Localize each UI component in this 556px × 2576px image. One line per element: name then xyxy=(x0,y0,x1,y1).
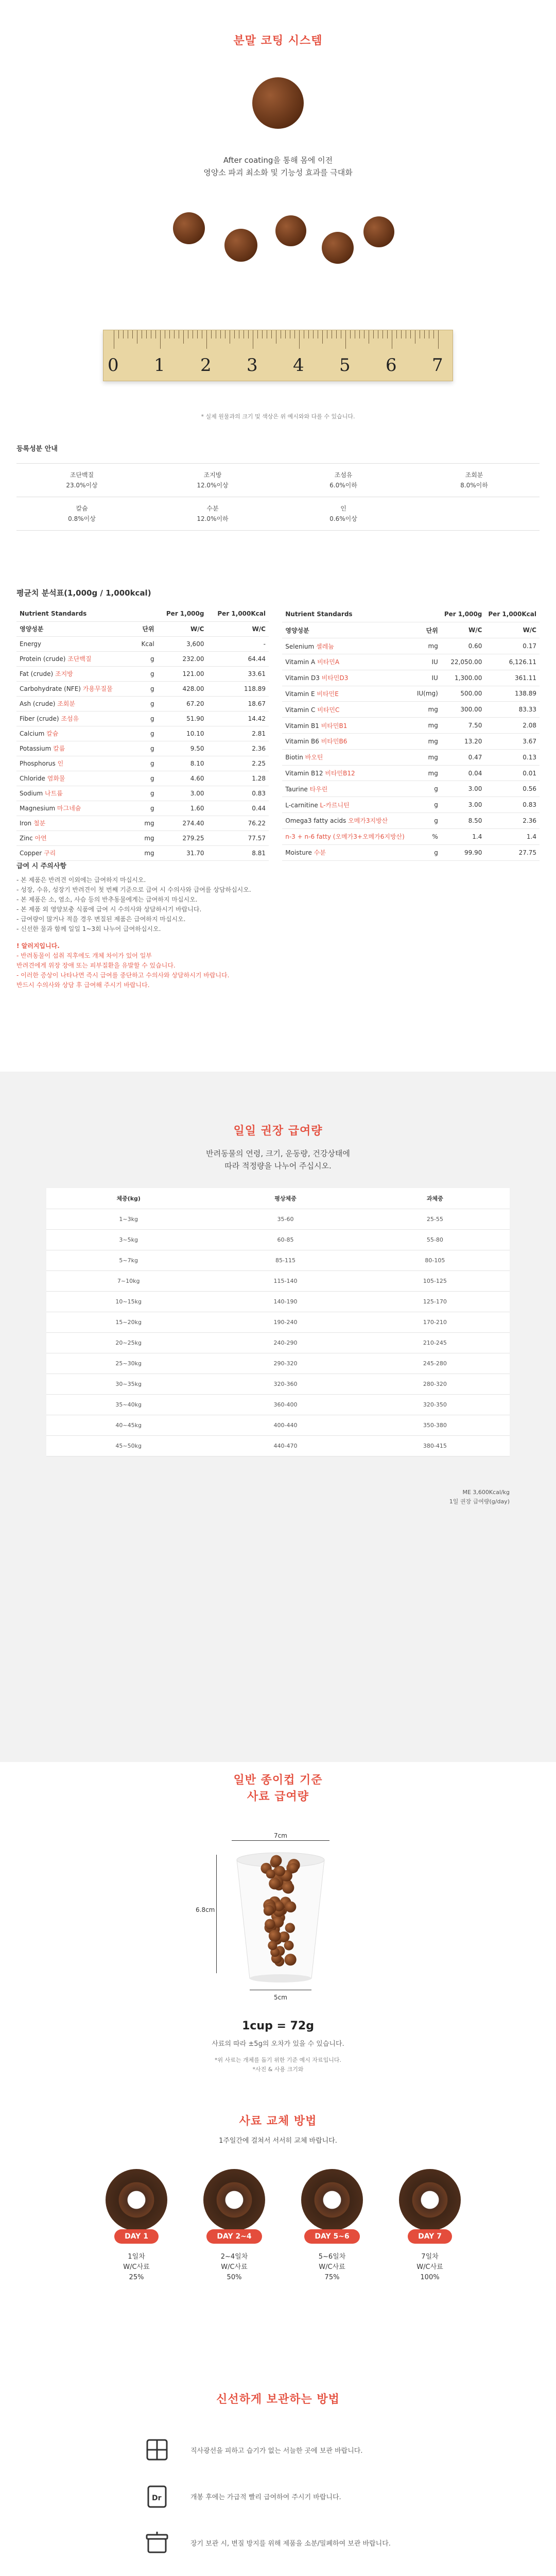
day-step: DAY 5~6 5~6일차 W/C사료 75% xyxy=(299,2169,366,2283)
caution-line: - 급여량이 많거나 적을 경우 변질된 제품은 급여하지 마십시오. xyxy=(16,916,186,923)
feeding-row: 35~40kg 360-400 320-350 xyxy=(46,1394,510,1415)
ruler-tick xyxy=(118,330,119,338)
cup-height-label: 6.8cm xyxy=(196,1906,215,1913)
ruler-number: 1 xyxy=(154,355,165,376)
ruler-tick xyxy=(424,330,425,338)
ruler-tick xyxy=(396,330,397,338)
nutrient-row: Moisture 수분 g 99.90 27.75 xyxy=(282,844,540,860)
nutrient-row: Vitamin B6 비타민B6 mg 13.20 3.67 xyxy=(282,734,540,750)
nutrient-row: Taurine 타우린 g 3.00 0.56 xyxy=(282,781,540,797)
ruler-tick xyxy=(294,330,295,338)
nutrient-row: Vitamin E 비타민E IU(mg) 500.00 138.89 xyxy=(282,686,540,702)
ruler-number: 7 xyxy=(432,355,443,376)
feeding-row: 25~30kg 290-320 245-280 xyxy=(46,1353,510,1374)
ruler-number: 5 xyxy=(339,355,351,376)
ruler-tick xyxy=(174,330,175,338)
ruler-tick xyxy=(234,330,235,338)
ruler-number: 2 xyxy=(200,355,212,376)
window-icon xyxy=(144,2437,170,2463)
feeding-title: 일일 권장 급여량 xyxy=(233,1125,323,1138)
nutrient-row: L-carnitine L-카르니틴 g 3.00 0.83 xyxy=(282,797,540,813)
day-step: DAY 2~4 2~4일차 W/C사료 50% xyxy=(201,2169,268,2283)
ruler-tick xyxy=(401,330,402,338)
caution-section xyxy=(16,860,540,990)
food-bowl-image xyxy=(399,2169,461,2231)
nutrient-row: Vitamin A 비타민A IU 22,050.00 6,126.11 xyxy=(282,654,540,670)
caution-line: - 본 제품 외 영양보충 식품에 급여 시 수의사와 상담하시기 바랍니다. xyxy=(16,906,202,913)
feeding-row: 45~50kg 440-470 380-415 xyxy=(46,1435,510,1456)
replace-sub: 1주일간에 걸쳐서 서서히 교체 바랍니다. xyxy=(219,2137,337,2145)
ruler-number: 3 xyxy=(247,355,258,376)
nutrient-row: Fiber (crude) 조섬유 g 51.90 14.42 xyxy=(16,711,269,726)
registered-section xyxy=(0,443,556,531)
kibble xyxy=(274,1866,285,1876)
warning-line: - 이러한 증상이 나타나면 즉시 급여를 중단하고 수의사와 상담하시기 바랍니다. xyxy=(16,972,230,979)
feeding-row: 30~35kg 320-360 280-320 xyxy=(46,1374,510,1394)
food-bowl-image xyxy=(301,2169,363,2231)
cup-sub: 사료의 따라 ±5g의 오차가 있을 수 있습니다. xyxy=(212,2040,344,2048)
nutrient-row: Omega3 fatty acids 오메가3지방산 g 8.50 2.36 xyxy=(282,813,540,829)
ruler-number: 0 xyxy=(108,355,119,376)
ruler-tick xyxy=(336,330,337,338)
nutrient-row: Vitamin C 비타민C mg 300.00 83.33 xyxy=(282,702,540,718)
nutrient-table-left: Nutrient Standards Per 1,000g Per 1,000Kcal 영양성분 단위 W/C W/C Energy Kcal 3,600 - Protein (crude) 조단백질 g 232.00 64.44 Fat (crude) 조지방 g 121.00 33.61 Carbohydrate (NFE) 가용무질물 g 428.00 118.89 Ash (crude) 조회분 g 67.20 18.67 Fiber (crude) 조섬유 g 51.90 14.42 Calcium 칼슘 g 10.10 2.81 Potassium 칼륨 g 9.50 2.36 Phosphorus 인 g 8.10 2.25 Chloride 염화물 g 4.60 1.28 Sodium 나트륨 g 3.00 0.83 Magnesium 마그네슘 g 1.60 0.44 Iron 철분 mg 274.40 76.22 Zinc 아연 mg 279.25 77.57 Copper 구리 mg 31.70 8.81 xyxy=(16,606,269,861)
nutrient-row: Vitamin B1 비타민B1 mg 7.50 2.08 xyxy=(282,718,540,734)
kibble xyxy=(269,1878,281,1890)
coating-note: * 실제 원물과의 크기 및 색상은 위 예시와와 다를 수 있습니다. xyxy=(201,413,355,420)
ruler-tick xyxy=(285,330,286,338)
storage-title: 신선하게 보관하는 방법 xyxy=(216,2393,340,2406)
kibble xyxy=(266,1869,275,1878)
ruler-tick xyxy=(211,330,212,338)
kibble-image xyxy=(322,232,354,264)
ruler-number: 6 xyxy=(386,355,397,376)
kibble xyxy=(265,1919,275,1929)
nutrient-row: Calcium 칼슘 g 10.10 2.81 xyxy=(16,726,269,741)
caution-line: - 신선한 물과 함께 일일 1~3회 나누어 급여하십시오. xyxy=(16,925,161,933)
kibble xyxy=(285,1923,295,1933)
cup-note1: *위 사료는 개체를 돕기 위한 기준 예시 자료입니다. xyxy=(215,2057,341,2063)
paper-cup-image xyxy=(227,1839,335,1989)
ruler-tick xyxy=(350,330,351,338)
day-step: DAY 7 7일차 W/C사료 100% xyxy=(396,2169,463,2283)
ruler-tick xyxy=(322,330,323,344)
day-step: DAY 1 1일차 W/C사료 25% xyxy=(103,2169,170,2283)
cup-bottom-label: 5cm xyxy=(274,1994,287,2001)
nutrient-row: Biotin 바오틴 mg 0.47 0.13 xyxy=(282,749,540,765)
kibble-large-image xyxy=(252,77,304,129)
ruler-tick xyxy=(146,330,147,338)
nutrient-row: Energy Kcal 3,600 - xyxy=(16,636,269,651)
nutrient-row: Carbohydrate (NFE) 가용무질물 g 428.00 118.89 xyxy=(16,681,269,696)
storage-item: 직사광선을 피하고 습기가 없는 서늘한 곳에 보관 바랍니다. xyxy=(144,2437,453,2468)
nutrient-row: Vitamin D3 비타민D3 IU 1,300.00 361.11 xyxy=(282,670,540,686)
cup-width-label: 7cm xyxy=(274,1832,287,1839)
nutrient-row: Chloride 염화물 g 4.60 1.28 xyxy=(16,771,269,786)
kibble-image xyxy=(173,212,205,244)
kibble xyxy=(282,1882,294,1893)
warning-line: - 반려동물이 섭취 직후에도 개체 차이가 있어 일부 xyxy=(16,952,152,959)
nutrient-title: 평균치 분석표(1,000g / 1,000kcal) xyxy=(16,588,151,598)
storage-item: Dr 개봉 후에는 가급적 빨리 급여하여 주시기 바랍니다. xyxy=(144,2483,453,2514)
caution-title: 급여 시 주의사항 xyxy=(16,862,66,870)
ruler-tick xyxy=(262,330,263,338)
warning-line: 반려견에게 위장 장애 또는 피부질환을 유발할 수 있습니다. xyxy=(16,962,176,969)
feeding-section xyxy=(0,1072,556,1762)
reg-item: 조회분 8.0%이하 xyxy=(460,471,488,489)
cup-amount: 1cup = 72g xyxy=(242,2020,314,2032)
kibble xyxy=(271,1855,282,1867)
nutrient-row: Fat (crude) 조지방 g 121.00 33.61 xyxy=(16,666,269,681)
ruler-tick xyxy=(220,330,221,338)
caution-line: - 성장, 수유, 성장기 반려견이 첫 번째 기준으로 급여 시 수의사와 급여를 상담하십시오. xyxy=(16,886,251,893)
ruler-tick xyxy=(308,330,309,338)
reg-item: 조섬유 6.0%이하 xyxy=(329,471,357,489)
kibble xyxy=(264,1905,274,1916)
ruler-tick xyxy=(271,330,272,338)
ruler-tick xyxy=(313,330,314,338)
nutrient-row: Vitamin B12 비타민B12 mg 0.04 0.01 xyxy=(282,765,540,781)
cup-note2: *사진 & 사용 크기와 xyxy=(252,2066,304,2073)
ruler-tick xyxy=(169,330,170,338)
kibble xyxy=(284,1941,294,1951)
ruler-tick xyxy=(248,330,249,338)
svg-text:Dr: Dr xyxy=(152,2494,162,2502)
ruler-image xyxy=(103,330,453,381)
feeding-row: 15~20kg 190-240 170-210 xyxy=(46,1312,510,1332)
ruler-tick xyxy=(359,330,360,338)
coating-line2: 영양소 파괴 최소화 및 기능성 효과를 극대화 xyxy=(203,168,353,177)
nutrient-row: Ash (crude) 조회분 g 67.20 18.67 xyxy=(16,696,269,711)
feeding-row: 7~10kg 115-140 105-125 xyxy=(46,1270,510,1291)
cup-title: 일반 종이컵 기준 사료 급여량 xyxy=(233,1774,323,1803)
ruler-tick xyxy=(132,330,133,338)
feeding-line2: 따라 적정량을 나누어 주십시오. xyxy=(224,1161,332,1171)
reg-item: 인 0.6%이상 xyxy=(329,505,357,522)
ruler-tick xyxy=(410,330,411,338)
nutrient-row: Potassium 칼륨 g 9.50 2.36 xyxy=(16,741,269,756)
reg-item: 칼슘 0.8%이상 xyxy=(68,505,96,522)
ruler-tick xyxy=(438,330,439,349)
warning-line: 반드시 수의사와 상담 후 급여해 주시기 바랍니다. xyxy=(16,981,150,989)
feeding-row: 10~15kg 140-190 125-170 xyxy=(46,1291,510,1312)
feeding-row: 3~5kg 60-85 55-80 xyxy=(46,1229,510,1250)
nutrient-row: Magnesium 마그네슘 g 1.60 0.44 xyxy=(16,801,269,816)
ruler-tick xyxy=(155,330,156,338)
coating-line1: After coating을 통해 몸에 이전 xyxy=(223,156,333,165)
nutrient-row: Selenium 셀레늄 mg 0.60 0.17 xyxy=(282,638,540,654)
feeding-line1: 반려동물의 연령, 크기, 운동량, 건강상태에 xyxy=(206,1149,350,1158)
ruler-tick xyxy=(206,330,207,349)
kibble xyxy=(269,1930,281,1942)
nutrient-row: Copper 구리 mg 31.70 8.81 xyxy=(16,845,269,860)
reg-item: 조지방 12.0%이상 xyxy=(197,471,229,489)
reg-item: 수분 12.0%이하 xyxy=(197,505,229,522)
kibble xyxy=(268,1941,277,1950)
nutrient-section xyxy=(16,587,540,861)
nutrient-row: n-3 + n-6 fatty (오메가3+오메가6지방산) % 1.4 1.4 xyxy=(282,828,540,844)
kibble-image xyxy=(363,216,394,247)
caution-line: - 본 제품은 반려견 이외에는 급여하지 마십시오. xyxy=(16,876,146,884)
feeding-row: 40~45kg 400-440 350-380 xyxy=(46,1415,510,1435)
package-icon xyxy=(144,2483,170,2509)
warning-title: ! 알러지입니다. xyxy=(16,942,60,950)
kibble xyxy=(285,1954,297,1965)
nutrient-row: Sodium 나트륨 g 3.00 0.83 xyxy=(16,786,269,801)
container-icon xyxy=(144,2530,170,2555)
feeding-note2: 1일 권장 급여량(g/day) xyxy=(449,1498,510,1505)
ruler-tick xyxy=(183,330,184,344)
ruler-number: 4 xyxy=(293,355,304,376)
ruler-tick xyxy=(299,330,300,349)
nutrient-row: Iron 철분 mg 274.40 76.22 xyxy=(16,816,269,831)
feeding-row: 20~25kg 240-290 210-245 xyxy=(46,1332,510,1353)
ruler-tick xyxy=(257,330,258,338)
coating-section xyxy=(0,0,556,443)
feeding-row: 5~7kg 85-115 80-105 xyxy=(46,1250,510,1270)
ruler-tick xyxy=(345,330,346,349)
ruler-tick xyxy=(160,330,161,349)
nutrient-table-right: Nutrient Standards Per 1,000g Per 1,000Kcal 영양성분 단위 W/C W/C Selenium 셀레늄 mg 0.60 0.17 Vitamin A 비타민A IU 22,050.00 6,126.11 Vitamin D3 비타민D3 IU 1,300.00 361.11 Vitamin E 비타민E IU(mg) 500.00 138.89 Vitamin C 비타민C mg 300.00 83.33 Vitamin B1 비타민B1 mg 7.50 2.08 Vitamin B6 비타민B6 mg 13.20 3.67 Biotin 바오틴 mg 0.47 0.13 Vitamin B12 비타민B12 mg 0.04 0.01 Taurine 타우린 g 3.00 0.56 L-carnitine L-카르니틴 g 3.00 0.83 Omega3 fatty acids 오메가3지방산 g 8.50 2.36 n-3 + n-6 fatty (오메가3+오메가6지방산) % 1.4 1.4 Moisture 수분 g 99.90 27.75 xyxy=(282,606,540,861)
replace-title: 사료 교체 방법 xyxy=(239,2115,317,2128)
food-bowl-image xyxy=(203,2169,265,2231)
nutrient-row: Zinc 아연 mg 279.25 77.57 xyxy=(16,831,269,845)
feeding-table: 체중(kg) 평상체중 과체중 1~3kg 35-60 25-55 3~5kg 60-85 55-80 5~7kg 85-115 80-105 7~10kg 115-140 105-125 10~15kg 140-190 125-170 15~20kg 190-240 170-210 20~25kg 240-290 210-245 25~30kg 290-320 245-280 30~35kg 320-360 280-320 35~40kg 360-400 320-350 40~45kg 400-440 350-380 45~50kg 440-470 380-415 xyxy=(46,1188,510,1456)
kibble-image xyxy=(275,215,306,246)
registered-title: 등록성분 안내 xyxy=(16,445,58,453)
feeding-row: 1~3kg 35-60 25-55 xyxy=(46,1209,510,1229)
feeding-note1: ME 3,600Kcal/kg xyxy=(462,1489,510,1496)
reg-item: 조단백질 23.0%이상 xyxy=(66,471,98,489)
nutrient-row: Protein (crude) 조단백질 g 232.00 64.44 xyxy=(16,651,269,666)
coating-title: 분말 코팅 시스템 xyxy=(233,35,323,47)
ruler-tick xyxy=(433,330,434,338)
food-bowl-image xyxy=(106,2169,167,2231)
ruler-tick xyxy=(123,330,124,338)
nutrient-row: Phosphorus 인 g 8.10 2.25 xyxy=(16,756,269,771)
ruler-tick xyxy=(373,330,374,338)
caution-line: - 본 제품은 소, 염소, 사슴 등의 반추동물에게는 급여하지 마십시오. xyxy=(16,896,198,903)
ruler-tick xyxy=(387,330,388,338)
kibble-image xyxy=(224,229,257,262)
ruler-tick xyxy=(197,330,198,338)
storage-item: 장기 보관 시, 변질 방지를 위해 제품을 소분/밀폐하여 보관 바랍니다. xyxy=(144,2530,453,2561)
kibble xyxy=(285,1901,297,1912)
